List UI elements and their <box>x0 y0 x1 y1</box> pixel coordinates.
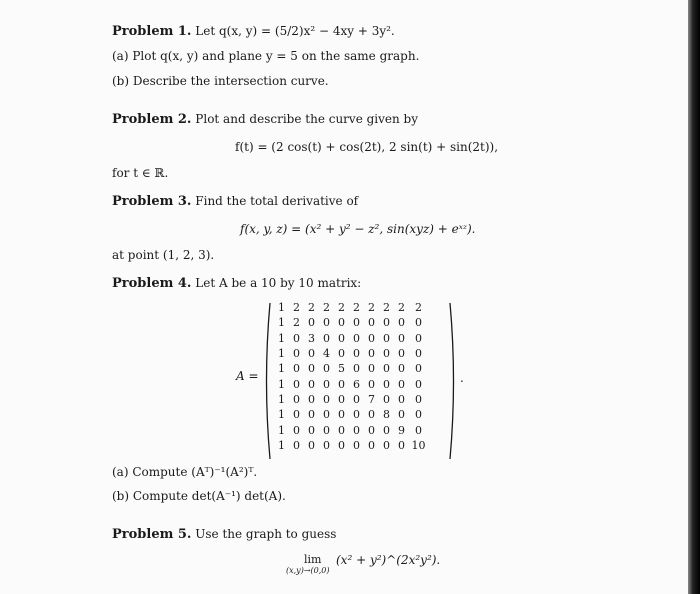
matrix-cell: 2 <box>293 301 300 315</box>
matrix-row <box>274 438 428 453</box>
matrix-cell: 0 <box>368 362 375 376</box>
matrix-cell: 0 <box>368 347 375 361</box>
matrix-cell: 0 <box>293 438 300 452</box>
matrix-right-paren <box>448 301 458 461</box>
matrix-cell: 2 <box>308 301 315 315</box>
problem-5-statement: Use the graph to guess <box>195 527 337 541</box>
problem-4 <box>112 276 361 291</box>
matrix-row <box>274 422 428 437</box>
matrix-row <box>274 392 428 407</box>
matrix-cell: 2 <box>368 301 375 315</box>
matrix-cell: 1 <box>278 392 285 406</box>
matrix-row <box>274 361 428 376</box>
matrix-cell: 0 <box>338 408 345 422</box>
matrix-cell: 2 <box>415 301 422 315</box>
problem-2 <box>112 112 418 127</box>
matrix-cell: 1 <box>278 408 285 422</box>
matrix-cell: 1 <box>278 362 285 376</box>
matrix-cell: 0 <box>353 347 360 361</box>
matrix-cell: 0 <box>308 392 315 406</box>
matrix-cell: 0 <box>338 392 345 406</box>
matrix-cell: 0 <box>308 438 315 452</box>
matrix-cell: 0 <box>415 408 422 422</box>
matrix-cell: 1 <box>278 331 285 345</box>
matrix-cell: 0 <box>323 331 330 345</box>
problem-1-title: Problem 1. <box>112 24 192 39</box>
matrix-cell: 2 <box>398 301 405 315</box>
problem-1-part-b: (b) Describe the intersection curve. <box>112 74 329 88</box>
matrix-cell: 0 <box>353 362 360 376</box>
matrix-cell: 0 <box>383 438 390 452</box>
screen-edge <box>688 0 700 594</box>
matrix-cell: 0 <box>338 347 345 361</box>
matrix-cell: 2 <box>338 301 345 315</box>
matrix-left-paren <box>262 301 272 461</box>
problem-3-equation: f(x, y, z) = (x² + y² − z², sin(xyz) + eˣᶻ). <box>240 222 476 236</box>
matrix-cell: 0 <box>338 377 345 391</box>
matrix-cell: 0 <box>338 331 345 345</box>
matrix-cell: 0 <box>308 423 315 437</box>
matrix-cell: 0 <box>353 438 360 452</box>
matrix-cell: 1 <box>278 377 285 391</box>
matrix-cell: 0 <box>398 408 405 422</box>
problem-4-part-a: (a) Compute (Aᵀ)⁻¹(A²)ᵀ. <box>112 465 258 479</box>
matrix-cell: 0 <box>368 408 375 422</box>
matrix-cell: 0 <box>338 423 345 437</box>
problem-2-title: Problem 2. <box>112 112 192 127</box>
matrix-cell: 1 <box>278 438 285 452</box>
matrix-cell: 0 <box>353 408 360 422</box>
matrix-cell: 0 <box>323 362 330 376</box>
limit-subscript: (x,y)→(0,0) <box>286 566 330 575</box>
limit-word: lim <box>304 553 322 566</box>
matrix-cell: 0 <box>323 438 330 452</box>
matrix-cell: 0 <box>398 362 405 376</box>
matrix-cell: 0 <box>353 392 360 406</box>
matrix-cell: 0 <box>415 362 422 376</box>
matrix-cell: 0 <box>415 347 422 361</box>
matrix-cell: 0 <box>323 423 330 437</box>
matrix <box>274 300 428 453</box>
matrix-cell: 0 <box>398 392 405 406</box>
matrix-cell: 0 <box>293 392 300 406</box>
matrix-cell: 0 <box>338 438 345 452</box>
matrix-cell: 0 <box>415 316 422 330</box>
matrix-cell: 0 <box>293 331 300 345</box>
problem-1 <box>112 24 395 39</box>
matrix-cell: 0 <box>353 423 360 437</box>
matrix-cell: 0 <box>398 347 405 361</box>
matrix-cell: 0 <box>383 377 390 391</box>
problem-3-statement: Find the total derivative of <box>195 194 359 208</box>
matrix-cell: 0 <box>415 392 422 406</box>
matrix-cell: 0 <box>308 316 315 330</box>
matrix-cell: 7 <box>368 392 375 406</box>
matrix-cell: 0 <box>323 408 330 422</box>
matrix-cell: 1 <box>278 301 285 315</box>
problem-3 <box>112 194 358 209</box>
matrix-cell: 0 <box>383 347 390 361</box>
matrix-cell: 0 <box>415 377 422 391</box>
matrix-cell: 0 <box>293 408 300 422</box>
matrix-cell: 0 <box>383 362 390 376</box>
problem-5-title: Problem 5. <box>112 527 192 542</box>
matrix-row <box>274 346 428 361</box>
limit-expression: (x² + y²)^(2x²y²). <box>336 553 441 567</box>
matrix-cell: 0 <box>308 362 315 376</box>
matrix-cell: 0 <box>293 377 300 391</box>
matrix-cell: 5 <box>338 362 345 376</box>
problem-4-statement: Let A be a 10 by 10 matrix: <box>195 276 362 290</box>
matrix-row <box>274 407 428 422</box>
matrix-cell: 6 <box>353 377 360 391</box>
problem-2-equation: f(t) = (2 cos(t) + cos(2t), 2 sin(t) + sin(2t)), <box>235 140 499 154</box>
matrix-cell: 10 <box>411 438 426 452</box>
matrix-cell: 4 <box>323 347 330 361</box>
matrix-row <box>274 376 428 391</box>
matrix-end-period: . <box>460 371 464 385</box>
matrix-cell: 0 <box>353 331 360 345</box>
problem-3-point: at point (1, 2, 3). <box>112 248 215 262</box>
problem-2-domain: for t ∈ ℝ. <box>112 166 169 180</box>
problem-2-statement: Plot and describe the curve given by <box>195 112 419 126</box>
matrix-label: A = <box>236 369 259 383</box>
problem-5 <box>112 527 336 542</box>
matrix-cell: 9 <box>398 423 405 437</box>
matrix-cell: 0 <box>368 331 375 345</box>
matrix-cell: 0 <box>383 392 390 406</box>
matrix-cell: 0 <box>398 377 405 391</box>
matrix-cell: 0 <box>383 331 390 345</box>
matrix-cell: 0 <box>368 316 375 330</box>
matrix-cell: 0 <box>323 392 330 406</box>
matrix-cell: 0 <box>383 316 390 330</box>
matrix-cell: 0 <box>308 377 315 391</box>
matrix-cell: 0 <box>415 331 422 345</box>
matrix-cell: 0 <box>323 316 330 330</box>
matrix-cell: 0 <box>293 423 300 437</box>
matrix-cell: 0 <box>338 316 345 330</box>
problem-1-statement: Let q(x, y) = (5/2)x² − 4xy + 3y². <box>195 24 395 38</box>
matrix-cell: 2 <box>323 301 330 315</box>
matrix-table <box>274 300 428 453</box>
matrix-row <box>274 315 428 330</box>
matrix-cell: 2 <box>383 301 390 315</box>
matrix-cell: 2 <box>293 316 300 330</box>
matrix-cell: 0 <box>368 377 375 391</box>
matrix-cell: 8 <box>383 408 390 422</box>
matrix-cell: 0 <box>293 362 300 376</box>
matrix-cell: 0 <box>398 316 405 330</box>
matrix-cell: 0 <box>368 438 375 452</box>
matrix-cell: 3 <box>308 331 315 345</box>
matrix-cell: 1 <box>278 316 285 330</box>
problem-4-part-b: (b) Compute det(A⁻¹) det(A). <box>112 489 286 503</box>
matrix-row <box>274 300 428 315</box>
matrix-cell: 1 <box>278 347 285 361</box>
matrix-cell: 0 <box>398 331 405 345</box>
matrix-cell: 0 <box>323 377 330 391</box>
matrix-cell: 0 <box>308 408 315 422</box>
matrix-row <box>274 331 428 346</box>
matrix-cell: 0 <box>368 423 375 437</box>
matrix-cell: 0 <box>383 423 390 437</box>
matrix-cell: 0 <box>308 347 315 361</box>
matrix-cell: 1 <box>278 423 285 437</box>
problem-4-title: Problem 4. <box>112 276 192 291</box>
problem-3-title: Problem 3. <box>112 194 192 209</box>
matrix-cell: 0 <box>415 423 422 437</box>
matrix-cell: 0 <box>353 316 360 330</box>
matrix-cell: 0 <box>293 347 300 361</box>
matrix-cell: 0 <box>398 438 405 452</box>
problem-1-part-a: (a) Plot q(x, y) and plane y = 5 on the same graph. <box>112 49 420 63</box>
matrix-cell: 2 <box>353 301 360 315</box>
